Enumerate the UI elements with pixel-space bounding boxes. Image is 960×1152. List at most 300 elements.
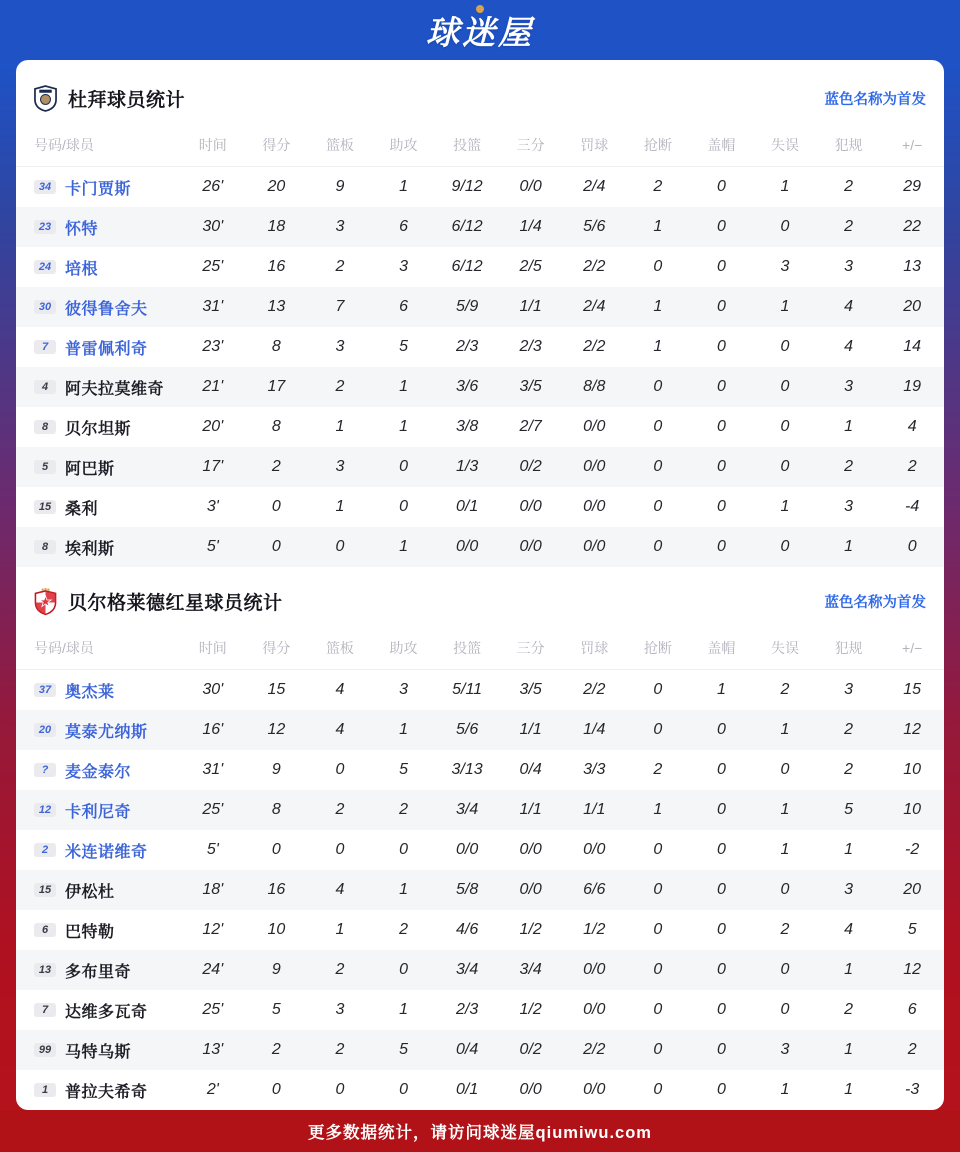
jersey-number-badge: 1 [34, 1083, 56, 1097]
stat-value: 8 [271, 801, 281, 818]
column-label: 三分 [516, 640, 545, 656]
column-label: 篮板 [325, 137, 354, 153]
stat-value: 0 [399, 1081, 408, 1098]
stat-value: 0 [653, 681, 663, 698]
stat-value: 2 [335, 961, 345, 978]
jersey-number-badge: 30 [34, 300, 56, 314]
stat-value: 0 [399, 961, 408, 978]
stat-value: 2/3 [455, 338, 479, 355]
stat-value: 1/1 [583, 801, 606, 818]
player-name: 卡门贾斯 [65, 180, 132, 198]
stat-value: 2 [271, 1041, 281, 1058]
stat-value: 0 [780, 218, 790, 235]
player-cell [16, 1079, 181, 1102]
stat-value: 12' [202, 921, 224, 938]
stats-card [16, 60, 944, 1110]
stat-value: 10 [903, 801, 922, 818]
stat-value: 4 [844, 298, 854, 315]
stat-value: 0/0 [583, 418, 606, 435]
stat-value: 1 [716, 681, 726, 698]
stat-value: 4 [335, 681, 345, 698]
column-label: 三分 [516, 137, 545, 153]
stat-value: 2/3 [455, 1001, 479, 1018]
red-star-crest-icon [34, 588, 57, 615]
jersey-number-badge: 24 [34, 260, 56, 274]
stat-value: 2 [844, 1001, 854, 1018]
stat-value: 0 [399, 841, 408, 858]
stat-value: 1/4 [583, 721, 606, 738]
stat-value: 1 [399, 721, 408, 738]
stat-value: 0/1 [455, 1081, 479, 1098]
jersey-number-badge: 5 [34, 460, 56, 474]
stat-value: 2 [335, 378, 345, 395]
player-cell [16, 999, 181, 1022]
stat-value: 0/1 [455, 498, 479, 515]
stat-value: 2 [780, 921, 790, 938]
stat-value: 0 [653, 881, 663, 898]
stat-value: 3/8 [455, 418, 479, 435]
stat-value: 0 [907, 538, 917, 555]
stat-value: 0/0 [583, 841, 606, 858]
stat-value: 2/2 [583, 1041, 606, 1058]
stat-value: 25' [202, 258, 224, 275]
player-name: 麦金泰尔 [65, 763, 132, 781]
stat-value: 0 [335, 761, 345, 778]
column-header-row [16, 124, 944, 167]
stat-value: 0/0 [519, 498, 542, 515]
stat-value: 3/4 [455, 961, 479, 978]
stat-value: 2 [399, 801, 408, 818]
stat-value: 0 [716, 801, 726, 818]
stat-value: 0 [653, 841, 663, 858]
stat-value: 4 [844, 921, 854, 938]
player-cell [16, 959, 181, 982]
player-row [16, 830, 944, 870]
stat-value: 15 [267, 681, 286, 698]
jersey-number-badge: 37 [34, 683, 56, 697]
stat-value: 15 [903, 681, 922, 698]
stat-value: 0 [780, 378, 790, 395]
stat-value: 3 [399, 258, 408, 275]
stat-value: 1/4 [519, 218, 542, 235]
stat-value: 4/6 [455, 921, 479, 938]
player-cell [16, 336, 181, 359]
stat-value: 4 [335, 721, 345, 738]
stat-value: 0/4 [455, 1041, 479, 1058]
column-label: 号码/球员 [34, 640, 94, 656]
jersey-number-badge: ? [34, 763, 56, 777]
stat-value: 1 [844, 418, 854, 435]
stat-value: 5 [399, 1041, 408, 1058]
stat-value: 3 [844, 378, 854, 395]
stat-value: 2 [907, 1041, 917, 1058]
stat-value: 2 [907, 458, 917, 475]
stat-value: 2/2 [583, 258, 606, 275]
stat-value: 10 [903, 761, 922, 778]
stat-value: 0 [780, 761, 790, 778]
stat-value: 0 [780, 1001, 790, 1018]
stat-value: 0 [653, 498, 663, 515]
stat-value: 4 [844, 338, 854, 355]
stat-value: 5' [206, 841, 219, 858]
stat-value: 0 [716, 1001, 726, 1018]
stat-value: 6/12 [451, 218, 483, 235]
stat-value: 16' [202, 721, 224, 738]
stat-value: 0/0 [519, 1081, 542, 1098]
stat-value: 0 [399, 458, 408, 475]
stat-value: 2/2 [583, 338, 606, 355]
stat-value: 30' [202, 681, 224, 698]
stat-value: 0 [653, 378, 663, 395]
player-row [16, 327, 944, 367]
stat-value: 0 [653, 258, 663, 275]
stat-value: 1 [780, 298, 790, 315]
stat-value: 1 [780, 498, 790, 515]
stat-value: 2 [335, 1041, 345, 1058]
player-name: 埃利斯 [65, 540, 115, 558]
jersey-number-badge: 4 [34, 380, 56, 394]
player-cell [16, 879, 181, 902]
player-name: 马特乌斯 [65, 1043, 132, 1061]
stat-value: 0 [271, 841, 281, 858]
stat-value: 0 [780, 538, 790, 555]
stat-value: 20 [903, 298, 922, 315]
player-row [16, 1030, 944, 1070]
stat-value: 25' [202, 1001, 224, 1018]
jersey-number-badge: 99 [34, 1043, 56, 1057]
stat-value: 0 [716, 841, 726, 858]
player-cell [16, 759, 181, 782]
stat-value: 0 [716, 378, 726, 395]
stat-value: -3 [905, 1081, 920, 1098]
player-row [16, 527, 944, 567]
stat-value: 1 [780, 721, 790, 738]
stat-value: 0 [653, 538, 663, 555]
stat-value: 0/0 [583, 1081, 606, 1098]
stat-value: 0 [780, 458, 790, 475]
jersey-number-badge: 7 [34, 1003, 56, 1017]
section-title: 贝尔格莱德红星球员统计 [68, 592, 283, 614]
site-footer [0, 1110, 960, 1152]
dubai-crest-icon [34, 85, 57, 112]
player-row [16, 790, 944, 830]
stat-value: 2/2 [583, 681, 606, 698]
stat-value: 18' [202, 881, 224, 898]
stat-value: 23' [202, 338, 224, 355]
stat-value: 3 [335, 218, 345, 235]
stat-value: 1 [399, 178, 408, 195]
stat-value: 0 [716, 1041, 726, 1058]
column-label: 号码/球员 [34, 137, 94, 153]
stat-value: 3/13 [451, 761, 483, 778]
stat-value: 1 [653, 801, 663, 818]
player-row [16, 750, 944, 790]
stat-value: 20' [202, 418, 224, 435]
stat-value: 4 [335, 881, 345, 898]
stat-value: 19 [903, 378, 922, 395]
stat-value: 1 [653, 338, 663, 355]
jersey-number-badge: 15 [34, 883, 56, 897]
stat-value: 0 [335, 841, 345, 858]
stat-value: 0 [335, 1081, 345, 1098]
stat-value: 0 [653, 1081, 663, 1098]
stat-value: 5' [206, 538, 219, 555]
player-row [16, 670, 944, 710]
jersey-number-badge: 8 [34, 420, 56, 434]
stat-value: 1 [335, 418, 345, 435]
stat-value: 0 [716, 178, 726, 195]
jersey-number-badge: 8 [34, 540, 56, 554]
section-header [16, 64, 944, 124]
column-label: 罚球 [580, 640, 609, 656]
stat-value: 0/0 [583, 1001, 606, 1018]
stat-value: 0 [716, 218, 726, 235]
stat-value: 31' [202, 761, 224, 778]
stat-value: 5/6 [583, 218, 606, 235]
stat-value: 1/1 [519, 801, 542, 818]
stat-value: 2 [844, 761, 854, 778]
stat-value: 0/0 [583, 458, 606, 475]
player-row [16, 407, 944, 447]
stat-value: 1/1 [519, 721, 542, 738]
stat-value: 3 [335, 1001, 345, 1018]
stat-value: 0 [716, 458, 726, 475]
stat-value: 2 [335, 258, 345, 275]
stat-value: 0/0 [583, 538, 606, 555]
column-label: 犯规 [834, 640, 863, 656]
stat-value: 0 [653, 418, 663, 435]
stat-value: 2/3 [519, 338, 542, 355]
stat-value: 3/3 [583, 761, 606, 778]
footer-text: 更多数据统计，请访问球迷屋qiumiwu.com [308, 1124, 652, 1142]
stat-value: 0 [653, 1041, 663, 1058]
stat-value: 1/2 [519, 1001, 542, 1018]
stat-value: 0/0 [455, 538, 479, 555]
stat-value: 1 [653, 298, 663, 315]
stat-value: 2/4 [583, 178, 606, 195]
stat-value: 30' [202, 218, 224, 235]
stat-value: 2' [206, 1081, 219, 1098]
stat-value: 3 [844, 498, 854, 515]
stat-value: 13' [202, 1041, 224, 1058]
player-name: 卡利尼奇 [65, 803, 132, 821]
column-label: 罚球 [580, 137, 609, 153]
stat-value: 0 [653, 721, 663, 738]
site-logo [426, 7, 534, 54]
stat-value: 3 [335, 338, 345, 355]
stat-value: 6 [907, 1001, 917, 1018]
stat-value: 5/8 [455, 881, 479, 898]
player-row [16, 167, 944, 207]
stat-value: 20 [267, 178, 286, 195]
stat-value: 0/0 [583, 961, 606, 978]
stat-value: 5 [399, 761, 408, 778]
stat-value: 0 [716, 721, 726, 738]
player-name: 普拉夫希奇 [65, 1083, 148, 1101]
stat-value: 3/4 [519, 961, 542, 978]
stat-value: 9/12 [451, 178, 483, 195]
stat-value: 2/7 [519, 418, 542, 435]
player-name: 彼得鲁舍夫 [65, 300, 148, 318]
stat-value: 22 [903, 218, 922, 235]
stat-value: -4 [905, 498, 920, 515]
stat-value: 0 [653, 921, 663, 938]
player-row [16, 487, 944, 527]
stat-value: 0/0 [519, 178, 542, 195]
stat-value: 2 [844, 218, 854, 235]
stat-value: 17 [267, 378, 286, 395]
player-cell [16, 1039, 181, 1062]
site-header [0, 0, 960, 60]
stat-value: 0 [716, 258, 726, 275]
stat-value: 0 [716, 921, 726, 938]
player-row [16, 367, 944, 407]
stat-value: 8 [271, 418, 281, 435]
stat-value: 0/2 [519, 458, 542, 475]
player-cell [16, 416, 181, 439]
stat-value: 2/4 [583, 298, 606, 315]
player-cell [16, 296, 181, 319]
stat-value: 31' [202, 298, 224, 315]
player-cell [16, 719, 181, 742]
stat-value: 6/6 [583, 881, 606, 898]
column-label: 失误 [770, 640, 799, 656]
jersey-number-badge: 13 [34, 963, 56, 977]
stat-value: 1 [399, 418, 408, 435]
stat-value: 0/0 [583, 498, 606, 515]
player-name: 多布里奇 [65, 963, 132, 981]
stat-value: 18 [267, 218, 286, 235]
stat-value: 0 [716, 538, 726, 555]
stat-value: 2 [653, 178, 663, 195]
stat-value: 0 [780, 338, 790, 355]
player-row [16, 870, 944, 910]
player-row [16, 1070, 944, 1110]
stat-value: 2 [335, 801, 345, 818]
player-name: 贝尔坦斯 [65, 420, 132, 438]
stat-value: 0 [780, 961, 790, 978]
player-row [16, 447, 944, 487]
stat-value: 1/2 [583, 921, 606, 938]
player-cell [16, 679, 181, 702]
stat-value: 1 [780, 178, 790, 195]
player-name: 达维多瓦奇 [65, 1003, 148, 1021]
column-label: 盖帽 [707, 137, 736, 153]
player-cell [16, 216, 181, 239]
player-name: 普雷佩利奇 [65, 340, 148, 358]
table-rows [16, 670, 944, 1110]
starter-legend-label: 蓝色名称为首发 [824, 91, 926, 108]
player-cell [16, 256, 181, 279]
stat-value: 0/0 [519, 841, 542, 858]
stat-value: 0 [780, 881, 790, 898]
stat-value: 21' [202, 378, 224, 395]
stat-value: 0/0 [455, 841, 479, 858]
stat-value: 0 [716, 881, 726, 898]
starter-legend-label: 蓝色名称为首发 [824, 594, 926, 611]
jersey-number-badge: 15 [34, 500, 56, 514]
jersey-number-badge: 6 [34, 923, 56, 937]
stat-value: 14 [903, 338, 922, 355]
stat-value: 2/5 [519, 258, 542, 275]
stat-value: 2 [780, 681, 790, 698]
stat-value: 8/8 [583, 378, 606, 395]
stat-value: 6/12 [451, 258, 483, 275]
stat-value: 0 [271, 538, 281, 555]
stat-value: 0/0 [519, 881, 542, 898]
stat-value: 0 [716, 498, 726, 515]
column-label: 时间 [198, 640, 227, 656]
column-label: 盖帽 [707, 640, 736, 656]
stat-value: 0/4 [519, 761, 542, 778]
stat-value: 0 [780, 418, 790, 435]
column-label: 犯规 [834, 137, 863, 153]
player-name: 阿夫拉莫维奇 [65, 380, 165, 398]
stat-value: 12 [267, 721, 286, 738]
stat-value: 0 [271, 1081, 281, 1098]
player-row [16, 910, 944, 950]
column-label: +/− [902, 640, 923, 656]
stat-value: 2 [653, 761, 663, 778]
stat-value: 1 [844, 961, 854, 978]
stat-value: 2 [844, 721, 854, 738]
stat-value: 0 [716, 761, 726, 778]
jersey-number-badge: 12 [34, 803, 56, 817]
player-cell [16, 456, 181, 479]
stat-value: 1 [780, 801, 790, 818]
stat-value: 0 [653, 458, 663, 475]
stat-value: 8 [271, 338, 281, 355]
stat-value: 5/11 [452, 681, 483, 698]
stat-value: 16 [267, 258, 286, 275]
stat-value: 2 [844, 178, 854, 195]
stat-value: 1 [399, 378, 408, 395]
jersey-number-badge: 20 [34, 723, 56, 737]
stat-value: 1 [780, 1081, 790, 1098]
player-name: 怀特 [65, 220, 99, 238]
stat-value: 1 [653, 218, 663, 235]
column-label: 抢断 [643, 640, 672, 656]
stat-value: 5 [399, 338, 408, 355]
stat-value: 29 [903, 178, 922, 195]
stat-value: 10 [267, 921, 286, 938]
stat-value: 5 [907, 921, 917, 938]
stat-value: 6 [399, 298, 408, 315]
team-crest-icon [34, 587, 58, 615]
stat-value: 2 [844, 458, 854, 475]
player-name: 桑利 [65, 500, 99, 518]
column-label: 投篮 [453, 137, 482, 153]
stat-value: 1 [399, 538, 408, 555]
stat-value: 5 [271, 1001, 281, 1018]
stat-value: 0/2 [519, 1041, 542, 1058]
stat-value: 12 [903, 961, 922, 978]
player-name: 伊松杜 [65, 883, 115, 901]
stat-value: 3/5 [519, 378, 542, 395]
column-header-row [16, 627, 944, 670]
stat-value: 1 [399, 1001, 408, 1018]
jersey-number-badge: 2 [34, 843, 56, 857]
player-cell [16, 839, 181, 862]
player-row [16, 950, 944, 990]
stat-value: 3' [206, 498, 219, 515]
stat-value: 25' [202, 801, 224, 818]
stat-value: 12 [903, 721, 922, 738]
player-name: 巴特勒 [65, 923, 115, 941]
stat-value: 0 [716, 298, 726, 315]
player-cell [16, 919, 181, 942]
stat-value: 1 [844, 1041, 854, 1058]
